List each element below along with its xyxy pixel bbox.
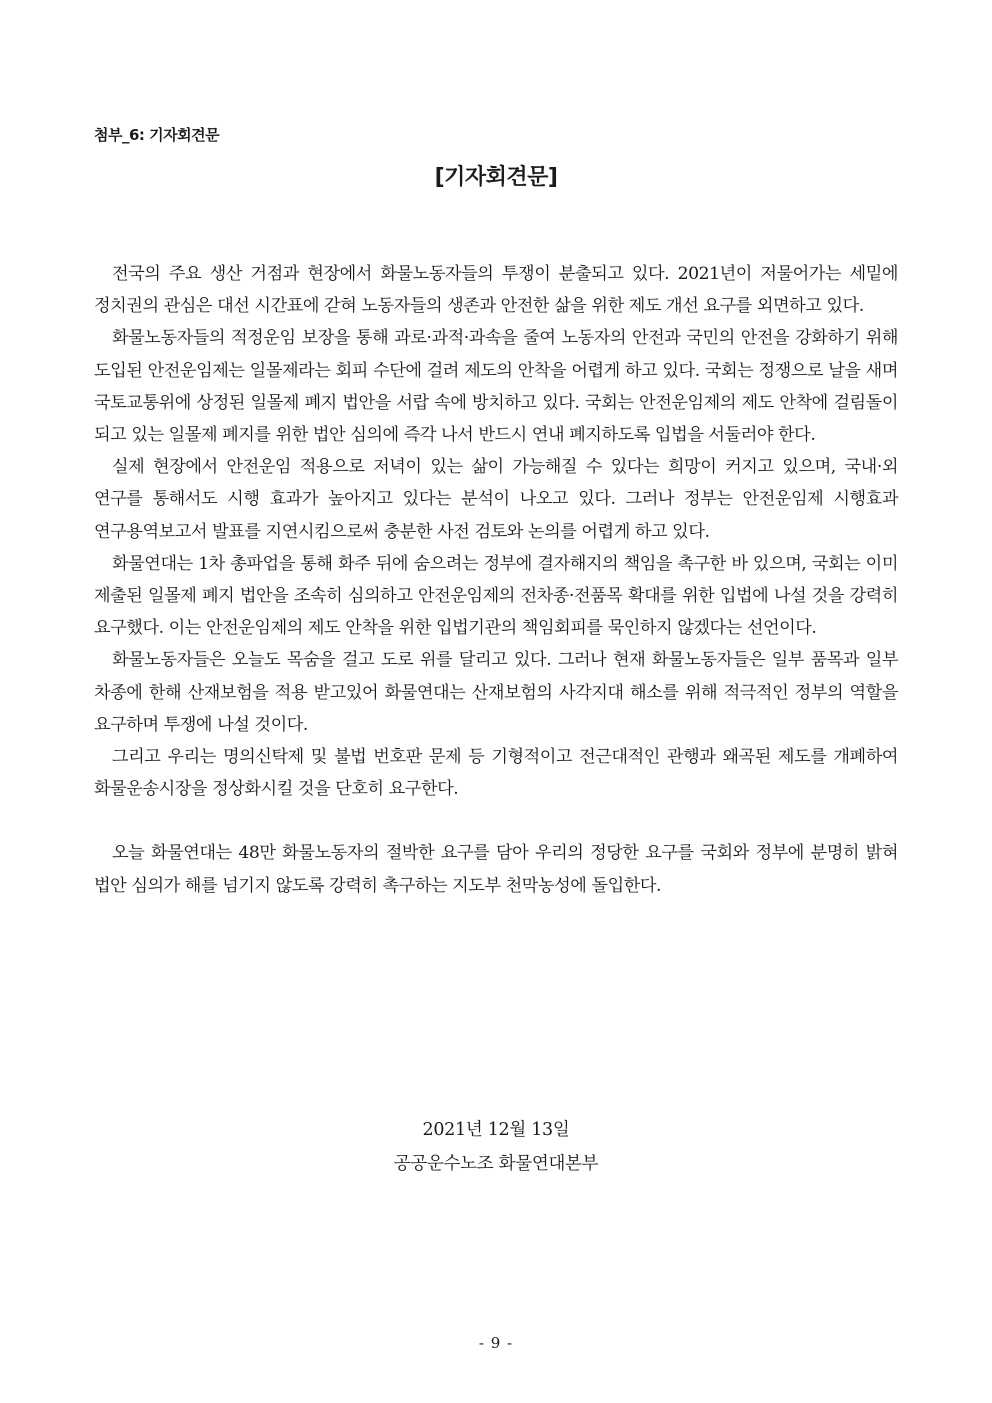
closing-paragraph: 오늘 화물연대는 48만 화물노동자의 절박한 요구를 담아 우리의 정당한 요구를 국회와 정부에 분명히 밝혀 법안 심의가 해를 넘기지 않도록 강력히 촉구하는 지도부 천막농성에 돌입한다.	[94, 843, 898, 896]
body-paragraph: 화물노동자들의 적정운임 보장을 통해 과로·과적·과속을 줄여 노동자의 안전과 국민의 안전을 강화하기 위해 도입된 안전운임제는 일몰제라는 회피 수단에 걸려 제도의 안착을 어렵게 하고 있다. 국회는 정쟁으로 날을 새며 국토교통위에 상정된 일몰제 폐지 법안을 서랍 속에 방치하고 있다. 국회는 안전운임제의 제도 안착에 걸림돌이 되고 있는 일몰제 폐지를 위한 법안 심의에 즉각 나서 반드시 연내 폐지하도록 입법을 서둘러야 한다.	[94, 328, 898, 446]
body-paragraph: 화물노동자들은 오늘도 목숨을 걸고 도로 위를 달리고 있다. 그러나 현재 화물노동자들은 일부 품목과 일부 차종에 한해 산재보험을 적용 받고있어 화물연대는 산재보험의 사각지대 해소를 위해 적극적인 정부의 역할을 요구하며 투쟁에 나설 것이다.	[94, 650, 898, 735]
signature-block	[0, 1113, 992, 1181]
issuing-organization: 공공운수노조 화물연대본부	[393, 1154, 599, 1174]
body-paragraph: 전국의 주요 생산 거점과 현장에서 화물노동자들의 투쟁이 분출되고 있다. 2021년이 저물어가는 세밑에 정치권의 관심은 대선 시간표에 갇혀 노동자들의 생존과 안전한 삶을 위한 제도 개선 요구를 외면하고 있다.	[94, 264, 898, 317]
attachment-label: 첨부_6: 기자회견문	[94, 126, 220, 144]
document-body	[94, 258, 898, 902]
page-number: - 9 -	[478, 1334, 514, 1352]
body-paragraph: 화물연대는 1차 총파업을 통해 화주 뒤에 숨으려는 정부에 결자해지의 책임을 촉구한 바 있으며, 국회는 이미 제출된 일몰제 폐지 법안을 조속히 심의하고 안전운임제의 전차종·전품목 확대를 위한 입법에 나설 것을 강력히 요구했다. 이는 안전운임제의 제도 안착을 위한 입법기관의 책임회피를 묵인하지 않겠다는 선언이다.	[94, 553, 898, 639]
body-paragraph: 그리고 우리는 명의신탁제 및 불법 번호판 문제 등 기형적이고 전근대적인 관행과 왜곡된 제도를 개폐하여 화물운송시장을 정상화시킬 것을 단호히 요구한다.	[94, 747, 898, 800]
paragraph-spacer	[94, 805, 898, 837]
document-title: [기자회견문]	[434, 165, 558, 190]
body-paragraph: 실제 현장에서 안전운임 적용으로 저녁이 있는 삶이 가능해질 수 있다는 희망이 커지고 있으며, 국내·외 연구를 통해서도 시행 효과가 높아지고 있다는 분석이 나오고 있다. 그러나 정부는 안전운임제 시행효과 연구용역보고서 발표를 지연시킴으로써 충분한 사전 검토와 논의를 어렵게 하고 있다.	[94, 457, 898, 542]
issue-date: 2021년 12월 13일	[422, 1120, 570, 1140]
